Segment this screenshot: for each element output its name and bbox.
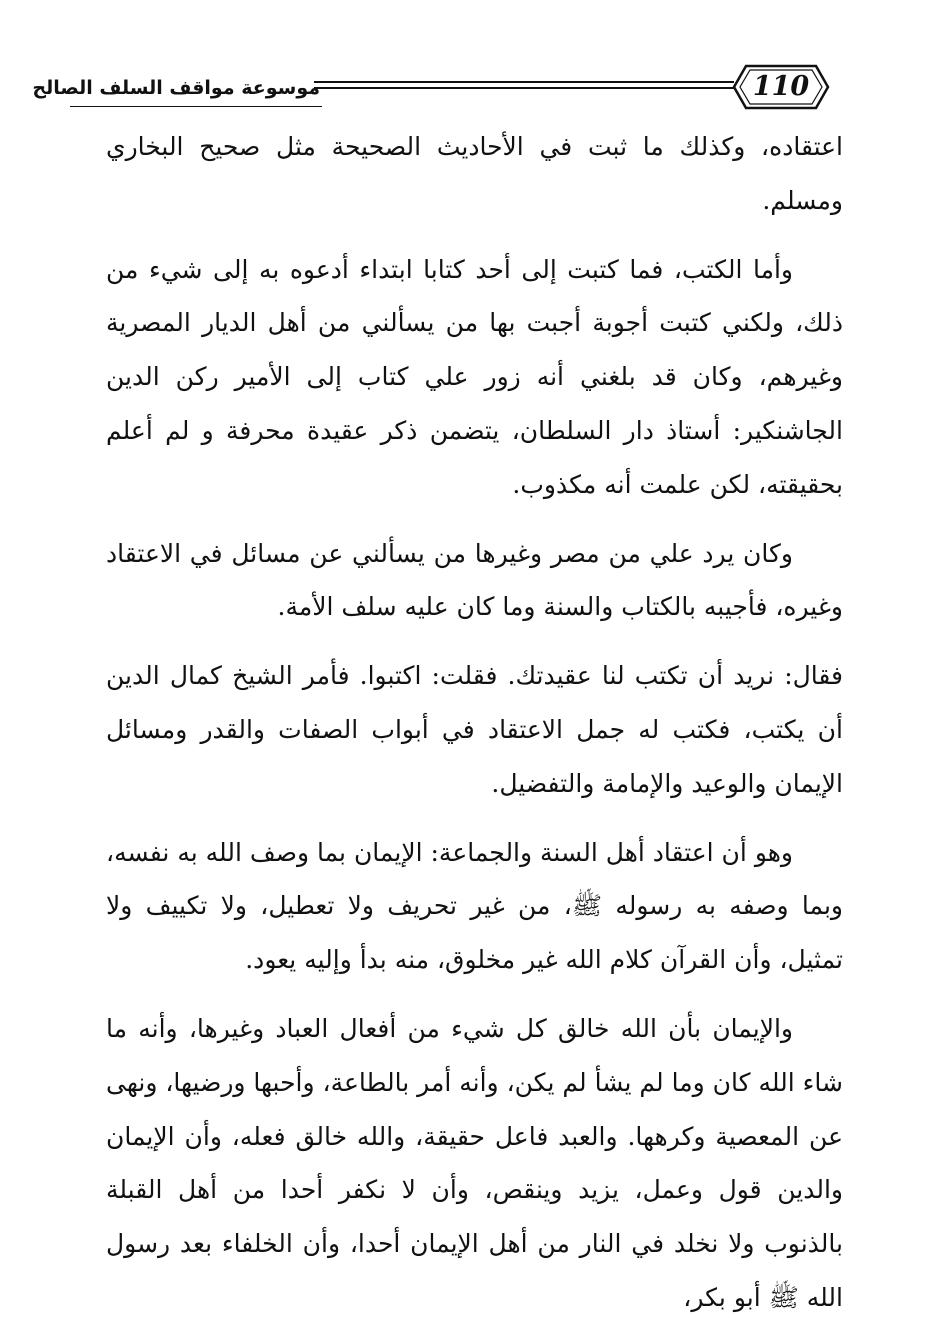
header-rule <box>314 81 734 89</box>
page-header <box>32 60 830 120</box>
paragraph: فقال: نريد أن تكتب لنا عقيدتك. فقلت: اكتبوا. فأمر الشيخ كمال الدين أن يكتب، فكتب له جمل الاعتقاد في أبواب الصفات والقدر ومسائل الإيمان والوعيد والإمامة والتفضيل. <box>106 661 844 798</box>
paragraph: وهو أن اعتقاد أهل السنة والجماعة: الإيمان بما وصف الله به نفسه، وبما وصفه به رسوله ﷺ، من غير تحريف ولا تعطيل، ولا تكييف ولا تمثيل، وأن القرآن كلام الله غير مخلوق، منه بدأ وإليه يعود. <box>106 837 843 975</box>
page-number: 110 <box>752 71 810 102</box>
title-underline <box>70 106 322 107</box>
paragraph: اعتقاده، وكذلك ما ثبت في الأحاديث الصحيحة مثل صحيح البخاري ومسلم. <box>106 132 843 215</box>
page-body <box>106 120 843 1340</box>
page-number-badge <box>732 62 830 112</box>
paragraph: وأما الكتب، فما كتبت إلى أحد كتابا ابتداء أدعوه به إلى شيء من ذلك، ولكني كتبت أجوبة أجبت بها من يسألني من أهل الديار المصرية وغيرهم، وكان قد بلغني أنه زور علي كتاب إلى الأمير ركن الدين الجاشنكير: أستاذ دار السلطان، يتضمن ذكر عقيدة محرفة و لم أعلم بحقيقته، لكن علمت أنه مكذوب. <box>106 254 843 499</box>
paragraph: وكان يرد علي من مصر وغيرها من يسألني عن مسائل في الاعتقاد وغيره، فأجيبه بالكتاب والسنة وما كان عليه سلف الأمة. <box>106 538 843 622</box>
paragraph: والإيمان بأن الله خالق كل شيء من أفعال العباد وغيرها، وأنه ما شاء الله كان وما لم يشأ لم يكن، وأنه أمر بالطاعة، وأحبها ورضيها، ونهى عن المعصية وكرهها. والعبد فاعل حقيقة، والله خالق فعله، وأن الإيمان والدين قول وعمل، يزيد وينقص، وأن لا نكفر أحدا من أهل القبلة بالذنوب ولا نخلد في النار من أهل الإيمان أحدا، وأن الخلفاء بعد رسول الله ﷺ أبو بكر، <box>106 1013 843 1312</box>
series-title: موسوعة مواقف السلف الصالح <box>32 77 320 99</box>
